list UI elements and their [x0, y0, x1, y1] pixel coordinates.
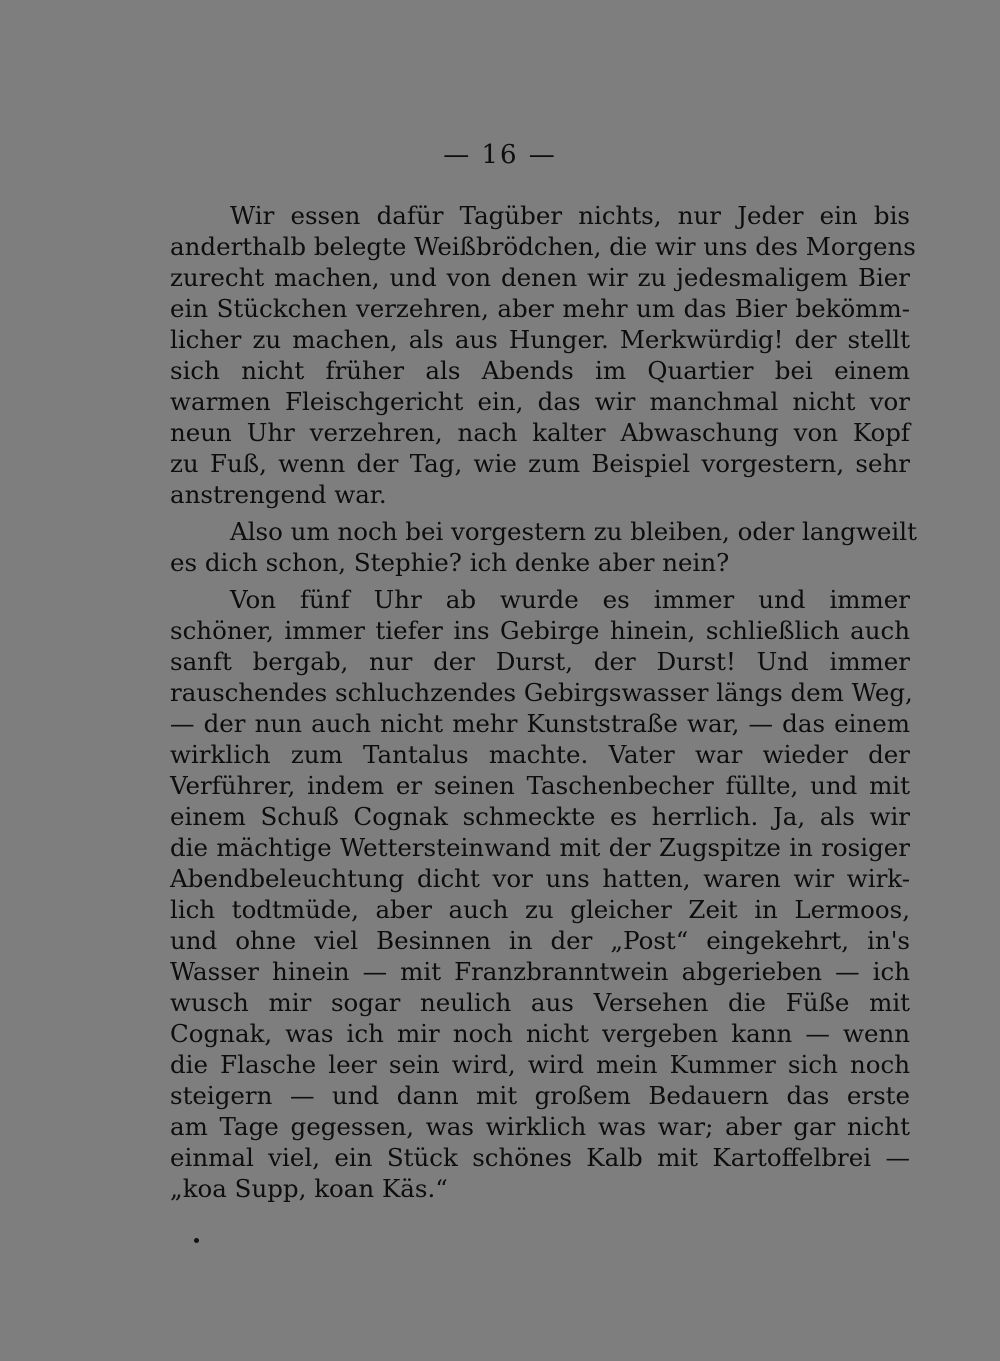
ink-speck	[194, 1238, 199, 1243]
text-line: und ohne viel Besinnen in der „Post“ eingekehrt, in's	[170, 926, 910, 955]
paragraph	[170, 200, 916, 510]
text-line: es dich schon, Stephie? ich denke aber nein?	[170, 548, 730, 577]
text-line: Abendbeleuchtung dicht vor uns hatten, waren wir wirk-	[170, 864, 910, 893]
text-line: — der nun auch nicht mehr Kunststraße war, — das einem	[170, 709, 910, 738]
text-line: zurecht machen, und von denen wir zu jedesmaligem Bier	[170, 263, 910, 292]
text-line: sich nicht früher als Abends im Quartier bei einem	[170, 356, 910, 385]
text-line: Cognak, was ich mir noch nicht vergeben kann — wenn	[170, 1019, 910, 1048]
text-line: die mächtige Wettersteinwand mit der Zugspitze in rosiger	[170, 833, 910, 862]
text-line: Also um noch bei vorgestern zu bleiben, oder langweilt	[230, 517, 917, 546]
text-line: einmal viel, ein Stück schönes Kalb mit Kartoffelbrei —	[170, 1143, 910, 1172]
text-line: licher zu machen, als aus Hunger. Merkwürdig! der stellt	[170, 325, 910, 354]
body-text	[170, 200, 917, 1204]
text-line: Wir essen dafür Tagüber nichts, nur Jeder ein bis	[230, 201, 910, 230]
text-line: die Flasche leer sein wird, wird mein Kummer sich noch	[170, 1050, 910, 1079]
text-line: ein Stückchen verzehren, aber mehr um das Bier bekömm-	[170, 294, 910, 323]
text-line: warmen Fleischgericht ein, das wir manchmal nicht vor	[170, 387, 910, 416]
text-line: zu Fuß, wenn der Tag, wie zum Beispiel vorgestern, sehr	[170, 449, 910, 478]
text-line: rauschendes schluchzendes Gebirgswasser längs dem Weg,	[170, 678, 913, 707]
text-line: anderthalb belegte Weißbrödchen, die wir uns des Morgens	[170, 232, 916, 261]
text-line: wirklich zum Tantalus machte. Vater war wieder der	[170, 740, 910, 769]
text-line: „koa Supp, koan Käs.“	[170, 1174, 448, 1203]
text-line: steigern — und dann mit großem Bedauern das erste	[170, 1081, 910, 1110]
text-line: anstrengend war.	[170, 480, 387, 509]
text-line: schöner, immer tiefer ins Gebirge hinein, schließlich auch	[170, 616, 910, 645]
page-number: — 16 —	[443, 140, 557, 170]
text-line: Von fünf Uhr ab wurde es immer und immer	[230, 585, 910, 614]
text-line: am Tage gegessen, was wirklich was war; aber gar nicht	[170, 1112, 910, 1141]
text-line: Verführer, indem er seinen Taschenbecher füllte, und mit	[170, 771, 910, 800]
text-line: neun Uhr verzehren, nach kalter Abwaschung von Kopf	[170, 418, 910, 447]
text-line: Wasser hinein — mit Franzbranntwein abgerieben — ich	[170, 957, 910, 986]
text-line: einem Schuß Cognak schmeckte es herrlich. Ja, als wir	[170, 802, 910, 831]
paragraph	[170, 516, 917, 578]
text-line: wusch mir sogar neulich aus Versehen die Füße mit	[170, 988, 910, 1017]
paragraph	[170, 584, 913, 1204]
text-line: lich todtmüde, aber auch zu gleicher Zeit in Lermoos,	[170, 895, 910, 924]
text-line: sanft bergab, nur der Durst, der Durst! Und immer	[170, 647, 910, 676]
